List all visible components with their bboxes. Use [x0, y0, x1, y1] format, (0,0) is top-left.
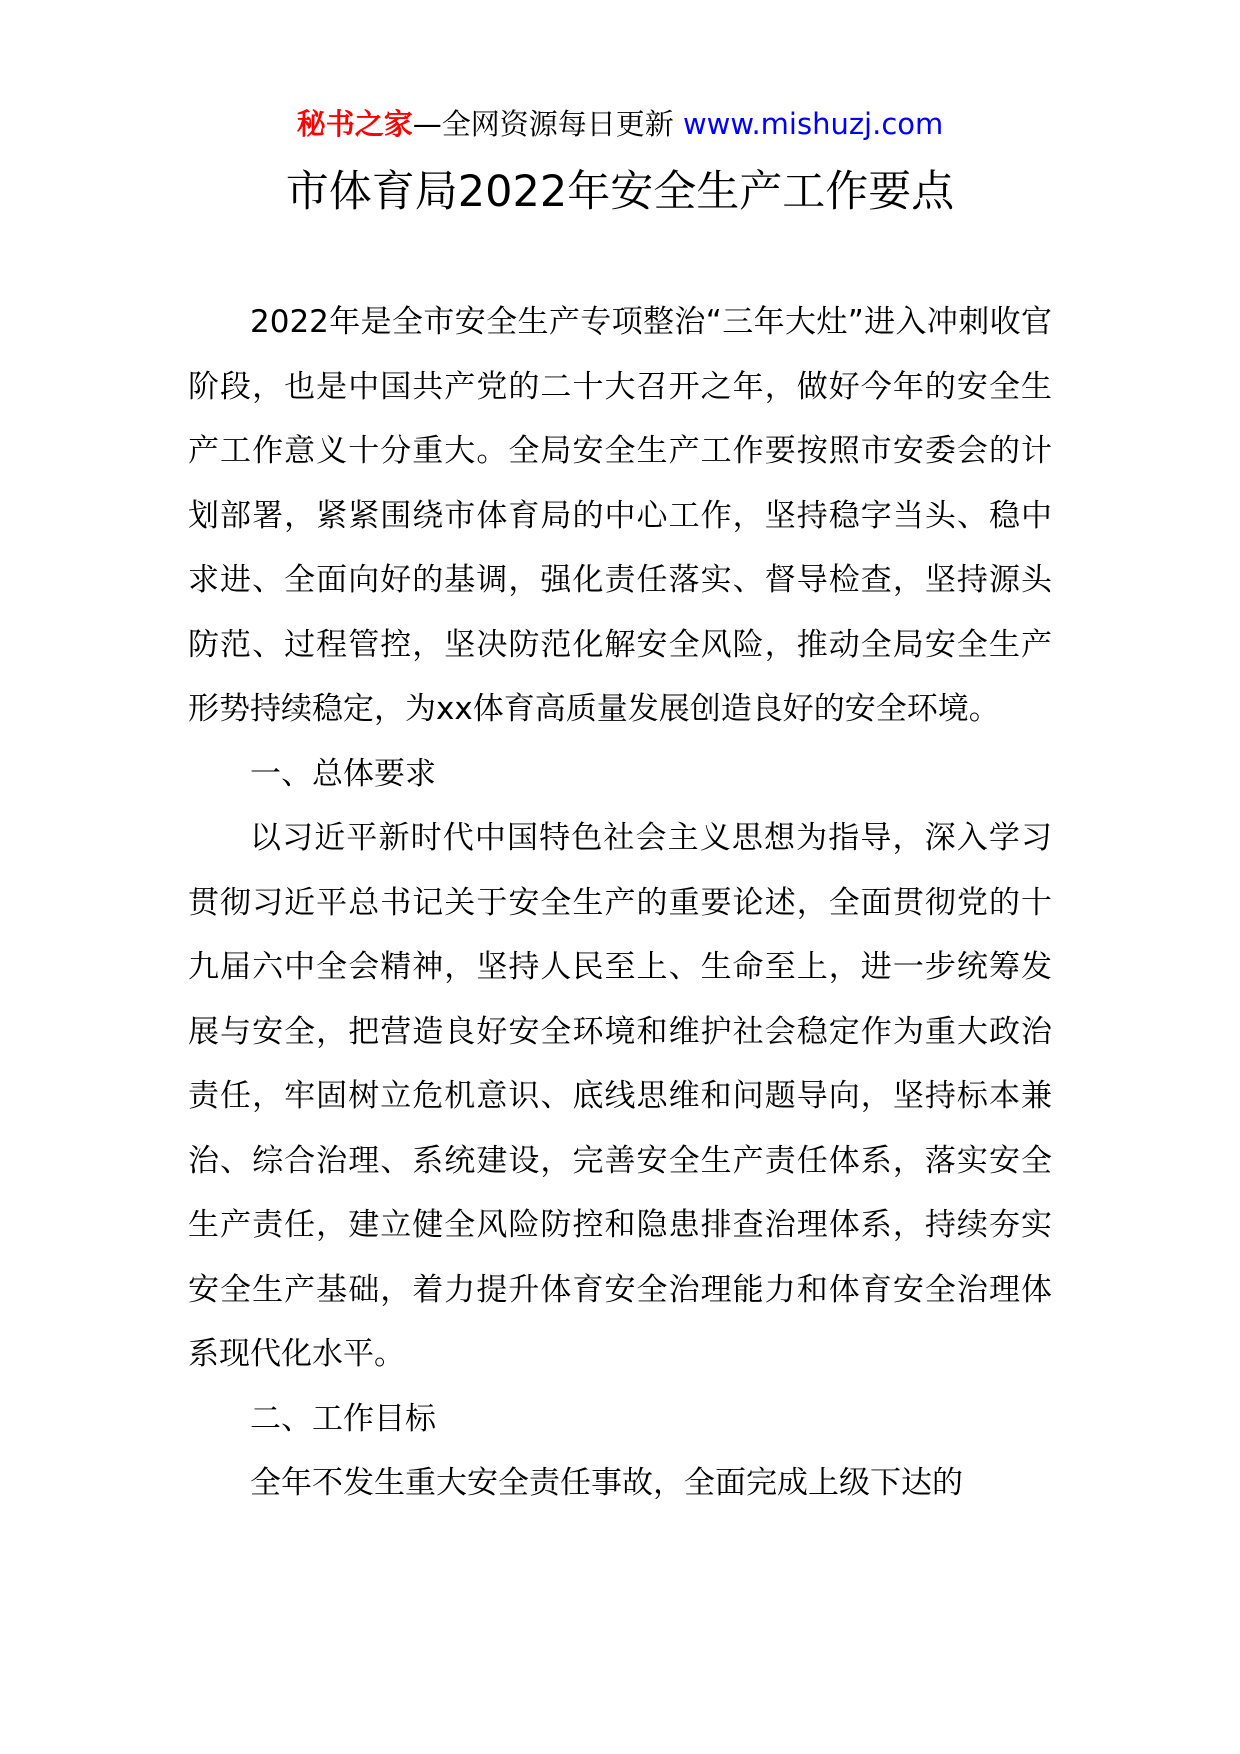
site-banner — [0, 104, 1240, 144]
site-url-link[interactable]: www.mishuzj.com — [682, 107, 944, 141]
site-brand: 秘书之家 — [296, 107, 413, 141]
site-slogan: —全网资源每日更新 — [412, 107, 683, 141]
document-title: 市体育局2022年安全生产工作要点 — [285, 167, 955, 217]
intro-paragraph: 2022年是全市安全生产专项整治“三年大灶”进入冲刺收官阶段，也是中国共产党的二十大召开之年，做好今年的安全生产工作意义十分重大。全局安全生产工作要按照市安委会的计划部署，紧紧围绕市体育局的中心工作，坚持稳字当头、稳中求进、全面向好的基调，强化责任落实、督导检查，坚持源头防范、过程管控，坚决防范化解安全风险，推动全局安全生产形势持续稳定，为xx体育高质量发展创造良好的安全环境。 — [188, 304, 1052, 727]
section-heading-work-goals: 二、工作目标 — [250, 1400, 436, 1437]
section-heading-general-requirements: 一、总体要求 — [250, 755, 436, 792]
work-goals-paragraph: 全年不发生重大安全责任事故，全面完成上级下达的 — [250, 1465, 963, 1501]
general-requirements-paragraph: 以习近平新时代中国特色社会主义思想为指导，深入学习贯彻习近平总书记关于安全生产的重要论述，全面贯彻党的十九届六中全会精神，坚持人民至上、生命至上，进一步统筹发展与安全，把营造良好安全环境和维护社会稳定作为重大政治责任，牢固树立危机意识、底线思维和问题导向，坚持标本兼治、综合治理、系统建设，完善安全生产责任体系，落实安全生产责任，建立健全风险防控和隐患排查治理体系，持续夯实安全生产基础，着力提升体育安全治理能力和体育安全治理体系现代化水平。 — [188, 820, 1052, 1372]
document-body — [188, 290, 1052, 1516]
